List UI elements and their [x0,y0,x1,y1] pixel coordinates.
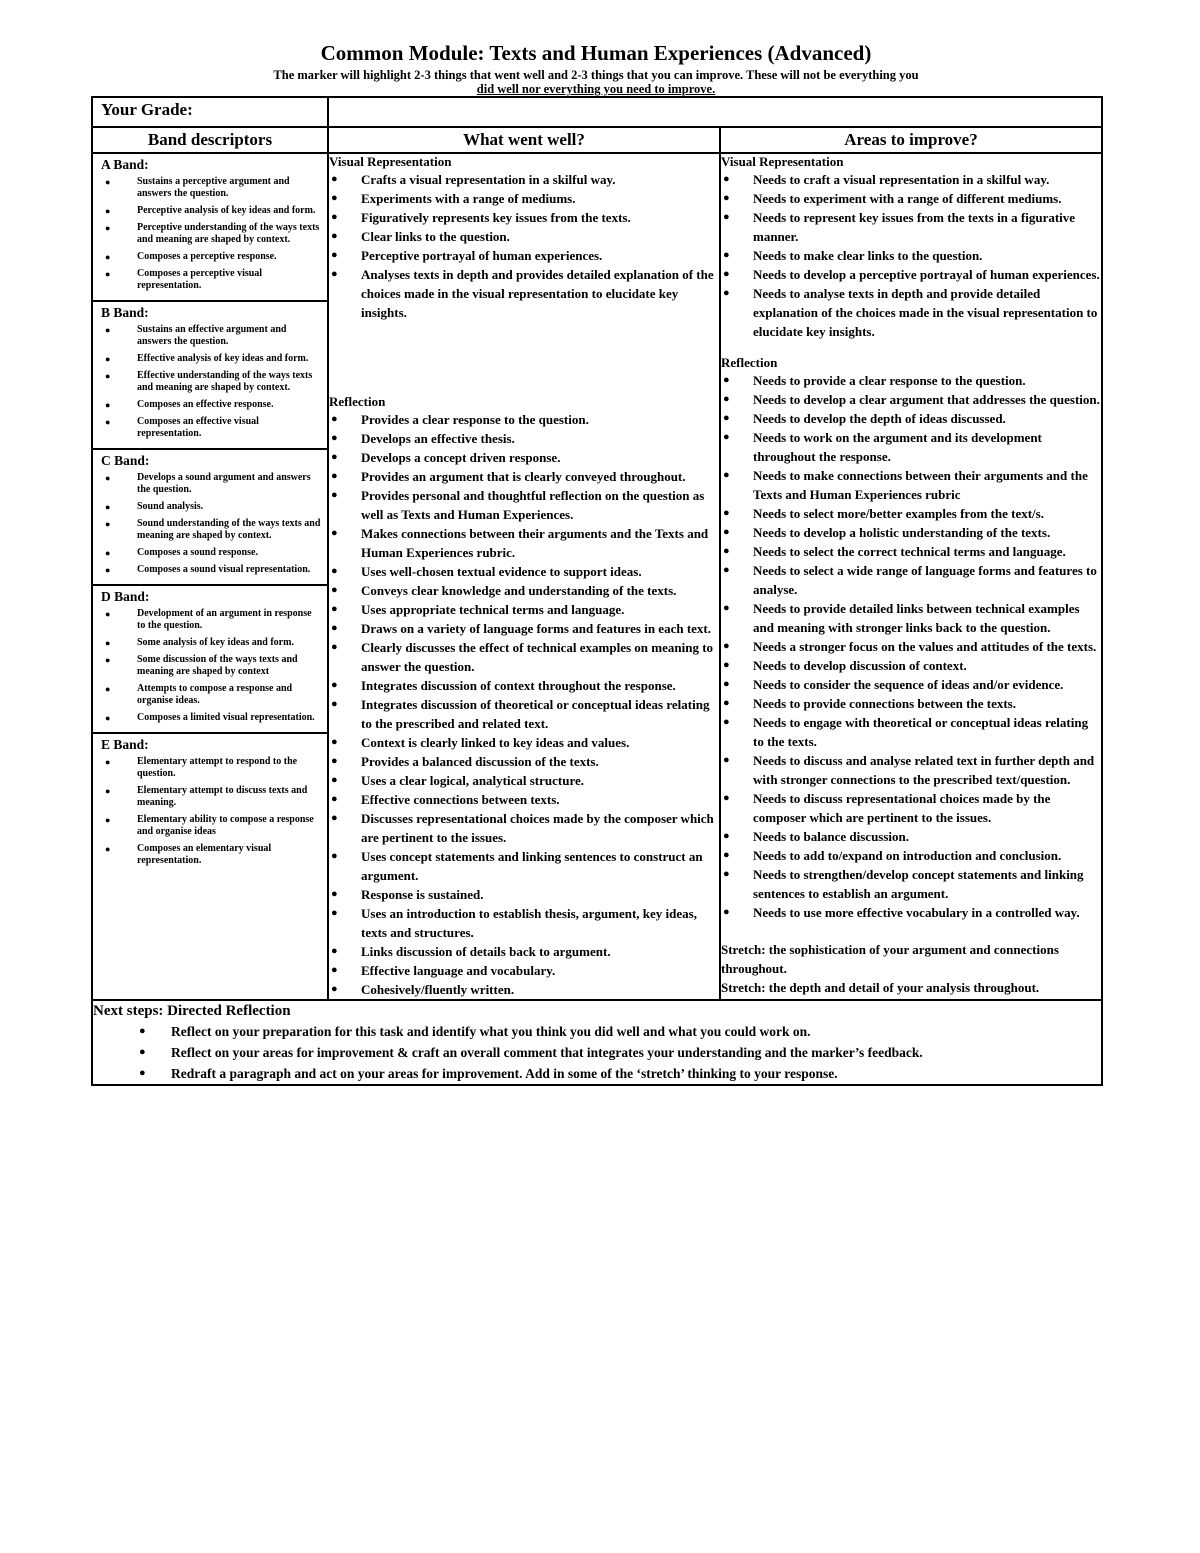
list-item: ● Composes a perceptive visual representation. [101,268,321,292]
list-item[interactable]: ● Needs to develop a perceptive portrayal of human experiences. [721,265,1101,284]
list-item[interactable]: ● Perceptive portrayal of human experiences. [329,246,719,265]
list-item: ● Development of an argument in response to the question. [101,608,321,632]
list-item: ● Perceptive understanding of the ways texts and meaning are shaped by context. [101,222,321,246]
list-item: ● Sustains an effective argument and answers the question. [101,324,321,348]
list-item[interactable]: ● Develops a concept driven response. [329,448,719,467]
list-item[interactable]: ● Needs to develop a clear argument that addresses the question. [721,390,1101,409]
list-item: ● Redraft a paragraph and act on your areas for improvement. Add in some of the ‘stretch’ thinking to your response. [93,1063,1101,1084]
list-item: ● Some discussion of the ways texts and meaning are shaped by context [101,654,321,678]
list-item[interactable]: ● Needs to make clear links to the question. [721,246,1101,265]
grade-row [92,97,1102,127]
list-item[interactable]: ● Needs to work on the argument and its development throughout the response. [721,428,1101,466]
well-visual-list [329,170,719,322]
areas-to-improve-column [720,153,1102,1000]
improve-reflection-list [721,371,1101,922]
list-item[interactable]: ● Effective language and vocabulary. [329,961,719,980]
list-item[interactable]: ● Needs to balance discussion. [721,827,1101,846]
list-item[interactable]: ● Uses a clear logical, analytical structure. [329,771,719,790]
subtitle-line-2: did well nor everything you need to improve. [476,82,716,96]
subtitle-line-1: The marker will highlight 2-3 things that went well and 2-3 things that you can improve. These will not be everything you [273,68,919,82]
grade-label: Your Grade: [92,97,328,127]
list-item[interactable]: ● Links discussion of details back to argument. [329,942,719,961]
list-item: ● Elementary attempt to discuss texts and meaning. [101,785,321,809]
list-item[interactable]: ● Uses an introduction to establish thesis, argument, key ideas, texts and structures. [329,904,719,942]
list-item: ● Effective understanding of the ways texts and meaning are shaped by context. [101,370,321,394]
list-item: ● Reflect on your preparation for this task and identify what you think you did well and what you could work on. [93,1021,1101,1042]
list-item[interactable]: ● Effective connections between texts. [329,790,719,809]
next-steps [92,1000,1102,1085]
band-e [93,734,327,875]
list-item[interactable]: ● Makes connections between their arguments and the Texts and Human Experiences rubric. [329,524,719,562]
list-item: ● Composes an effective response. [101,399,321,411]
grade-field[interactable] [328,97,1102,127]
list-item[interactable]: ● Needs to select a wide range of language forms and features to analyse. [721,561,1101,599]
list-item[interactable]: ● Context is clearly linked to key ideas and values. [329,733,719,752]
next-steps-title: Next steps: Directed Reflection [93,1003,291,1019]
list-item[interactable]: ● Uses well-chosen textual evidence to support ideas. [329,562,719,581]
list-item[interactable]: ● Uses concept statements and linking sentences to construct an argument. [329,847,719,885]
list-item[interactable]: ● Needs to use more effective vocabulary in a controlled way. [721,903,1101,922]
list-item: ● Perceptive analysis of key ideas and form. [101,205,321,217]
band-title: C Band: [101,453,150,468]
list-item: ● Some analysis of key ideas and form. [101,637,321,649]
improve-visual-title: Visual Representation [721,154,844,169]
list-item[interactable]: ● Integrates discussion of context throughout the response. [329,676,719,695]
list-item: ● Sustains a perceptive argument and answers the question. [101,176,321,200]
list-item: ● Effective analysis of key ideas and form. [101,353,321,365]
page-subtitle [121,68,1071,96]
list-item[interactable]: ● Discusses representational choices made by the composer which are pertinent to the issues. [329,809,719,847]
list-item[interactable]: ● Needs to represent key issues from the texts in a figurative manner. [721,208,1101,246]
band-title: E Band: [101,737,149,752]
list-item[interactable]: ● Needs to experiment with a range of different mediums. [721,189,1101,208]
list-item[interactable]: ● Needs to develop the depth of ideas discussed. [721,409,1101,428]
list-item[interactable]: ● Conveys clear knowledge and understanding of the texts. [329,581,719,600]
list-item: ● Composes a perceptive response. [101,251,321,263]
what-went-well-header: What went well? [328,127,720,153]
list-item[interactable]: ● Provides personal and thoughtful reflection on the question as well as Texts and Human Experiences. [329,486,719,524]
band-descriptors-header: Band descriptors [92,127,328,153]
well-visual-title: Visual Representation [329,154,452,169]
stretch-notes [721,940,1101,997]
band-b [93,302,327,450]
list-item: ● Composes a sound response. [101,547,321,559]
list-item[interactable]: ● Experiments with a range of mediums. [329,189,719,208]
list-item: ● Sound understanding of the ways texts and meaning are shaped by context. [101,518,321,542]
list-item: ● Composes an elementary visual representation. [101,843,321,867]
list-item[interactable]: ● Needs to develop discussion of context. [721,656,1101,675]
list-item[interactable]: ● Needs to develop a holistic understanding of the texts. [721,523,1101,542]
band-title: A Band: [101,157,149,172]
list-item[interactable]: ● Integrates discussion of theoretical or conceptual ideas relating to the prescribed and related text. [329,695,719,733]
list-item[interactable]: ● Analyses texts in depth and provides detailed explanation of the choices made in the visual representation to elucidate key insights. [329,265,719,322]
list-item[interactable]: ● Uses appropriate technical terms and language. [329,600,719,619]
list-item[interactable]: ● Provides a clear response to the question. [329,410,719,429]
list-item: ● Sound analysis. [101,501,321,513]
list-item[interactable]: ● Needs to consider the sequence of ideas and/or evidence. [721,675,1101,694]
list-item[interactable]: ● Clear links to the question. [329,227,719,246]
list-item[interactable]: ● Needs to engage with theoretical or conceptual ideas relating to the texts. [721,713,1101,751]
list-item: ● Attempts to compose a response and organise ideas. [101,683,321,707]
list-item[interactable]: ● Needs to make connections between their arguments and the Texts and Human Experiences rubric [721,466,1101,504]
content-row [92,153,1102,1000]
page-title: Common Module: Texts and Human Experiences (Advanced) [320,41,872,65]
list-item: ● Composes a limited visual representation. [101,712,321,724]
list-item[interactable]: ● Needs to craft a visual representation in a skilful way. [721,170,1101,189]
well-reflection-list [329,410,719,999]
list-item[interactable]: ● Clearly discusses the effect of technical examples on meaning to answer the question. [329,638,719,676]
list-item[interactable]: ● Figuratively represents key issues from the texts. [329,208,719,227]
list-item[interactable]: ● Provides a balanced discussion of the texts. [329,752,719,771]
band-c [93,450,327,586]
improve-reflection-title: Reflection [721,355,778,370]
areas-to-improve-header: Areas to improve? [720,127,1102,153]
header-row [92,127,1102,153]
next-steps-list [93,1021,1101,1084]
list-item[interactable]: ● Cohesively/fluently written. [329,980,719,999]
list-item[interactable]: ● Provides an argument that is clearly conveyed throughout. [329,467,719,486]
list-item[interactable]: ● Needs to add to/expand on introduction and conclusion. [721,846,1101,865]
band-a [93,154,327,302]
list-item: ● Develops a sound argument and answers the question. [101,472,321,496]
list-item: ● Reflect on your areas for improvement & craft an overall comment that integrates your understanding and the marker’s feedback. [93,1042,1101,1063]
list-item[interactable]: ● Needs to select more/better examples from the text/s. [721,504,1101,523]
list-item: ● Composes an effective visual representation. [101,416,321,440]
list-item[interactable]: ● Needs to provide detailed links between technical examples and meaning with stronger links back to the question. [721,599,1101,637]
list-item[interactable]: ● Develops an effective thesis. [329,429,719,448]
well-reflection-title: Reflection [329,394,386,409]
next-steps-row [92,1000,1102,1085]
list-item[interactable]: ● Response is sustained. [329,885,719,904]
list-item[interactable]: ● Crafts a visual representation in a skilful way. [329,170,719,189]
list-item[interactable]: ● Needs to strengthen/develop concept statements and linking sentences to establish an argument. [721,865,1101,903]
stretch-analysis[interactable]: Stretch: the depth and detail of your analysis throughout. [721,980,1040,995]
list-item[interactable]: ● Needs to provide a clear response to the question. [721,371,1101,390]
list-item: ● Elementary ability to compose a response and organise ideas [101,814,321,838]
list-item[interactable]: ● Needs to select the correct technical terms and language. [721,542,1101,561]
list-item: ● Elementary attempt to respond to the question. [101,756,321,780]
list-item[interactable]: ● Needs to discuss representational choices made by the composer which are pertinent to the issues. [721,789,1101,827]
list-item: ● Composes a sound visual representation. [101,564,321,576]
list-item[interactable]: ● Needs to analyse texts in depth and provide detailed explanation of the choices made in the visual representation to elucidate key insights. [721,284,1101,341]
list-item[interactable]: ● Needs to provide connections between the texts. [721,694,1101,713]
what-went-well-column [328,153,720,1000]
band-title: D Band: [101,589,150,604]
stretch-argument[interactable]: Stretch: the sophistication of your argument and connections throughout. [721,942,1059,976]
improve-visual-list [721,170,1101,341]
rubric-table [91,96,1103,1086]
band-descriptors-column [92,153,328,1000]
list-item[interactable]: ● Draws on a variety of language forms and features in each text. [329,619,719,638]
list-item[interactable]: ● Needs to discuss and analyse related text in further depth and with stronger connections to the prescribed text/question. [721,751,1101,789]
list-item[interactable]: ● Needs a stronger focus on the values and attitudes of the texts. [721,637,1101,656]
feedback-sheet [91,40,1101,1086]
band-title: B Band: [101,305,149,320]
band-d [93,586,327,734]
